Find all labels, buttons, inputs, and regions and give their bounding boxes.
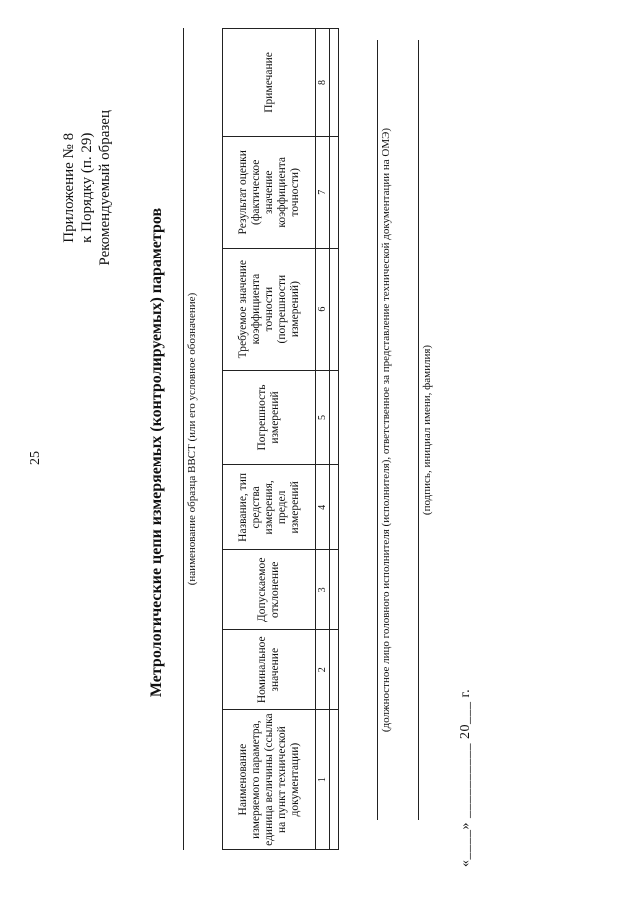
header-parameter: Наименование измеряемого параметра, единица величины (ссылка на пункт технической документации) <box>223 710 316 850</box>
header-note: Примечание <box>223 29 316 137</box>
page-number: 25 <box>28 451 43 465</box>
position-line <box>377 40 378 820</box>
table-row <box>330 29 339 850</box>
appendix-note: Рекомендуемый образец <box>97 110 113 266</box>
position-caption: (должностное лицо головного исполнителя (исполнителя), ответственное за представление технической документации на ОМЭ) <box>380 127 392 733</box>
sample-name-caption: (наименование образца ВВСТ (или его условное обозначение) <box>186 292 198 586</box>
signature-line <box>418 40 419 820</box>
document-title: Метрологические цепи измеряемых (контролируемых) параметров <box>148 207 165 698</box>
header-instrument: Название, тип средства измерения, предел измерений <box>223 465 316 550</box>
column-number: 7 <box>316 136 330 248</box>
date-line: «____» __________ 20___ г. <box>458 688 473 867</box>
table-cell <box>330 550 339 630</box>
table-cell <box>330 465 339 550</box>
column-number: 4 <box>316 465 330 550</box>
table-cell <box>330 370 339 465</box>
header-tolerance: Допускаемое отклонение <box>223 550 316 630</box>
appendix-header <box>60 110 114 266</box>
signature-caption: (подпись, инициал имени, фамилия) <box>421 344 433 516</box>
table-cell <box>330 710 339 850</box>
sample-name-line <box>183 28 184 850</box>
table-header-row <box>223 29 316 850</box>
column-number: 6 <box>316 248 330 370</box>
appendix-number: Приложение № 8 <box>61 132 77 243</box>
header-result: Результат оценки (фактическое значение коэффициента точности) <box>223 136 316 248</box>
column-number: 2 <box>316 630 330 710</box>
header-required-coef: Требуемое значение коэффициента точности (погрешности измерений) <box>223 248 316 370</box>
table-cell <box>330 630 339 710</box>
table-cell <box>330 248 339 370</box>
appendix-reference: к Порядку (п. 29) <box>79 132 95 243</box>
column-number: 8 <box>316 29 330 137</box>
metrology-table <box>222 28 339 850</box>
column-number: 5 <box>316 370 330 465</box>
table-cell <box>330 136 339 248</box>
header-nominal: Номинальное значение <box>223 630 316 710</box>
header-error: Погрешность измерений <box>223 370 316 465</box>
column-number: 1 <box>316 710 330 850</box>
table-cell <box>330 29 339 137</box>
column-number: 3 <box>316 550 330 630</box>
table-number-row <box>316 29 330 850</box>
